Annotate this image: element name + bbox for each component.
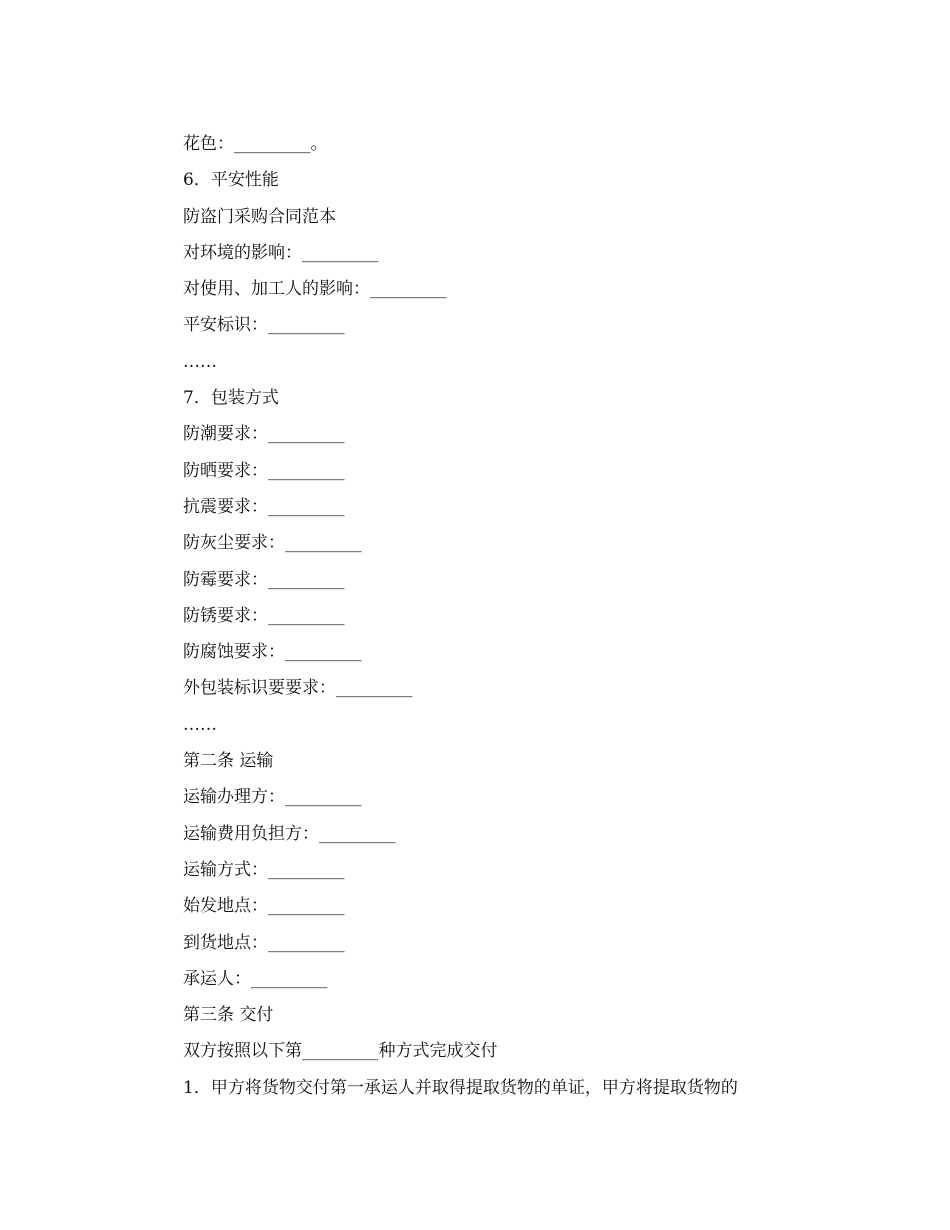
section-heading-safety-performance: 6．平安性能 (183, 170, 279, 191)
environment-impact-line: 对环境的影响：_________ (183, 242, 379, 263)
section-heading-packaging: 7．包装方式 (183, 388, 279, 409)
outer-packaging-label-line: 外包装标识要要求：_________ (183, 678, 413, 699)
safety-label-line: 平安标识：_________ (183, 315, 345, 336)
dust-proof-line: 防灰尘要求：_________ (183, 533, 362, 554)
user-processor-impact-line: 对使用、加工人的影响：_________ (183, 279, 447, 300)
moisture-proof-line: 防潮要求：_________ (183, 424, 345, 445)
document-title-line: 防盗门采购合同范本 (183, 206, 336, 227)
corrosion-proof-line: 防腐蚀要求：_________ (183, 642, 362, 663)
delivery-method-line: 双方按照以下第_________种方式完成交付 (183, 1041, 498, 1062)
shock-proof-line: 抗震要求：_________ (183, 496, 345, 517)
destination-location-line: 到货地点：_________ (183, 932, 345, 953)
article-two-transport-heading: 第二条 运输 (183, 751, 274, 772)
article-three-delivery-heading: 第三条 交付 (183, 1005, 274, 1026)
document-body (183, 126, 823, 1106)
transport-handler-line: 运输办理方：_________ (183, 787, 362, 808)
delivery-option-one-line: 1．甲方将货物交付第一承运人并取得提取货物的单证，甲方将提取货物的 (183, 1077, 738, 1098)
ellipsis-line: …… (183, 714, 217, 735)
sun-proof-line: 防晒要求：_________ (183, 460, 345, 481)
rust-proof-line: 防锈要求：_________ (183, 605, 345, 626)
origin-location-line: 始发地点：_________ (183, 896, 345, 917)
transport-method-line: 运输方式：_________ (183, 859, 345, 880)
mold-proof-line: 防霉要求：_________ (183, 569, 345, 590)
transport-cost-bearer-line: 运输费用负担方：_________ (183, 823, 396, 844)
pattern-color-line: 花色：_________。 (183, 134, 328, 154)
ellipsis-line: …… (183, 351, 217, 372)
carrier-line: 承运人：_________ (183, 968, 328, 989)
